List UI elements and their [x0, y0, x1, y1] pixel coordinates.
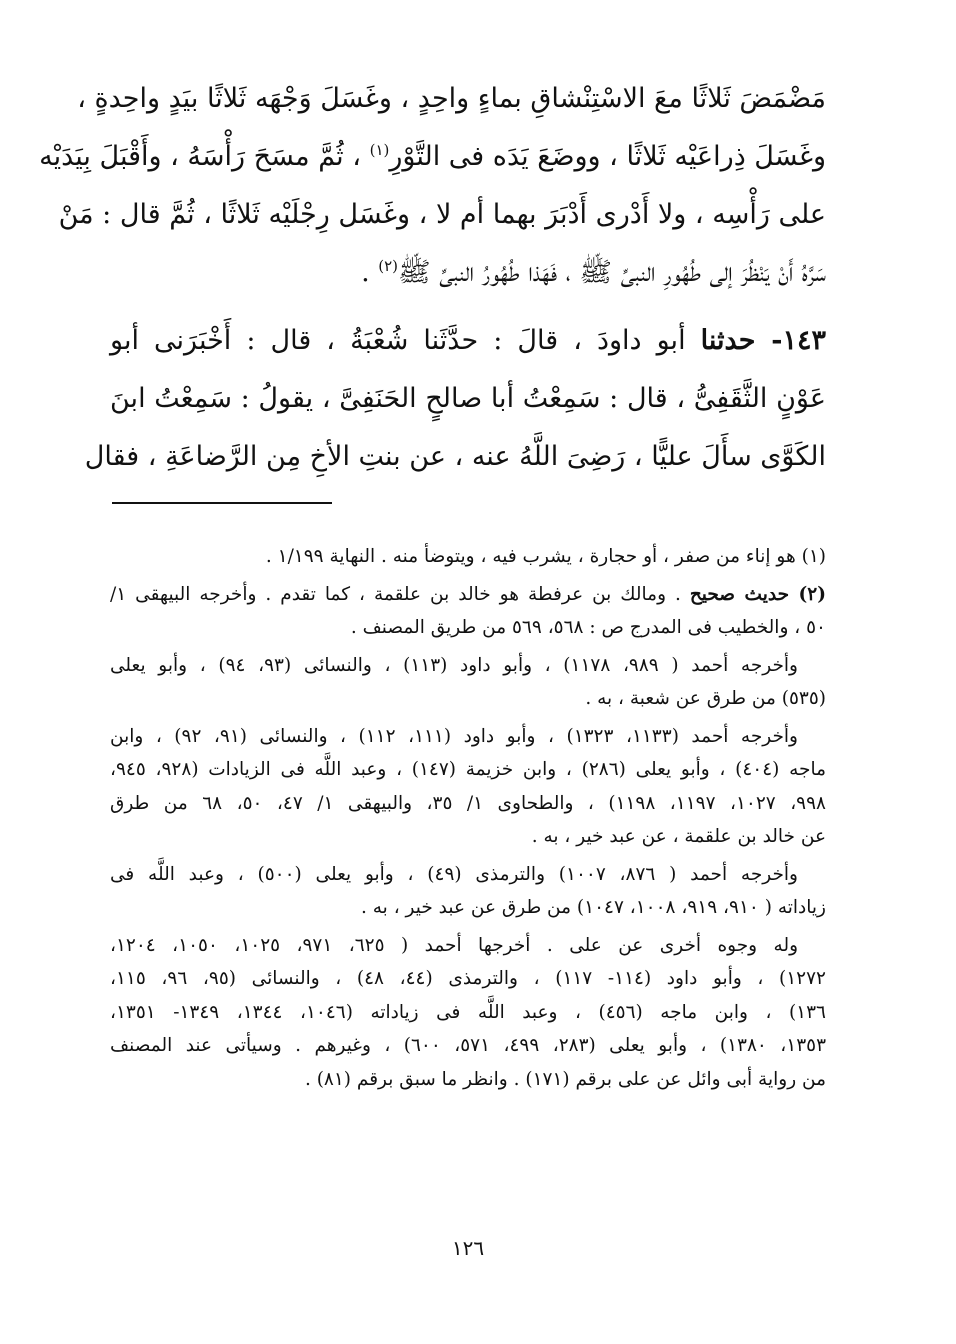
- footnote-line: عن خالد بن علقمة ، عن عبد خير ، به .: [531, 826, 826, 847]
- footnote-paragraph: [110, 720, 826, 854]
- text-segment: سَرَّهُ أَنْ يَنْظُرَ إلى طُهُورِ النبىِّ ﷺ ، فَهَذا طُهُورُ النبىِّ ﷺ: [398, 257, 826, 288]
- hadith-number: ١٤٣- حدثنا: [700, 325, 826, 356]
- footnote-line: وله وجوه أخرى عن على . أخرجها أحمد ( ٦٢٥، ٩٧١، ١٠٢٥، ١٠٥٠، ١٢٠٤،: [110, 934, 799, 956]
- book-page: [39, 60, 827, 1320]
- footnote-paragraph: [110, 858, 826, 925]
- footnote-line: ٥٠ ، والخطيب فى المدرج ص : ٥٦٨، ٥٦٩ من طريق المصنف .: [350, 617, 826, 638]
- page-number: ١٢٦: [451, 1236, 485, 1260]
- main-text: [39, 70, 826, 486]
- text-segment: ، ثُمَّ مسَحَ رَأْسَهُ ، وأَقْبَلَ بِيَدَيْه: [39, 141, 370, 172]
- text-line: مَضْمَضَ ثَلاثًا معَ الاسْتِنْشاقِ بماءٍ واحِدٍ ، وغَسَلَ وَجْهَه ثَلاثًا بيَدٍ واحِدةٍ ،: [77, 83, 826, 114]
- footnote-line: (٥٣٥) من طرق عن شعبة ، به .: [585, 688, 826, 709]
- footnote-line: ١٢٧٢) ، وأبو داود (١١٤- ١١٧) ، والترمذى (٤٤، ٤٨) ، والنسائى (٩٥، ٩٦، ١١٥،: [110, 968, 826, 989]
- text-segment: أبو داودَ ، قالَ : حدَّثَنا شُعْبَةُ ، قال : أَخْبَرَنى أبو: [110, 325, 701, 356]
- text-line: الكَوَّى سأَلَ عليًّا ، رَضِىَ اللَّهُ عنه ، عن بنتِ الأخِ مِن الرَّضاعَةِ ، فقال: [84, 441, 826, 472]
- footnote-1: [110, 540, 826, 574]
- footnote-line: من رواية أبى وائل عن على برقم (١٧١) . وانظر ما سبق برقم (٨١) .: [304, 1068, 826, 1090]
- footnote-line: وأخرجه أحمد ( ٩٨٩، ١١٧٨) ، وأبو داود (١١٣) ، والنسائى (٩٣، ٩٤) ، وأبو يعلى: [110, 654, 798, 676]
- footnote-paragraph: [110, 929, 826, 1097]
- footnote-label: (٢) حديث صحيح: [689, 583, 826, 605]
- footnote-paragraph: [110, 649, 826, 716]
- footnote-line: وأخرجه أحمد ( ٨٧٦، ١٠٠٧) والترمذى (٤٩) ، وأبو يعلى (٥٠٠) ، وعبد اللَّه فى: [110, 863, 798, 885]
- text-segment: .: [361, 257, 379, 288]
- text-segment: . ومالك بن عرفطة هو خالد بن علقمة ، كما تقدم . وأخرجه البيهقى ١/: [110, 583, 690, 605]
- text-line: [110, 312, 826, 370]
- text-segment: وغَسَلَ ذِراعَيْه ثَلاثًا ، ووضَعَ يَدَه فى التَّوْرِ: [389, 141, 826, 172]
- footnote-line: ماجه (٤٠٤) ، وأبو يعلى (٢٨٦) ، وابن خزيمة (١٤٧) ، وعبد اللَّه فى الزيادات (٩٢٨، ٩٤٥،: [110, 759, 827, 780]
- footnotes: [110, 540, 826, 1100]
- footnote-ref[interactable]: (١): [369, 141, 390, 159]
- footnote-ref[interactable]: (٢): [378, 257, 399, 275]
- text-line: عَوْنٍ الثَّقَفِىُّ ، قال : سَمِعْتُ أبا صالحٍ الحَنَفِىَّ ، يقولُ : سَمِعْتُ ابنَ: [110, 383, 826, 414]
- footnote-line: [110, 578, 826, 612]
- footnote-line: وأخرجه أحمد (١١٣٣، ١٣٢٣) ، وأبو داود (١١١، ١١٢) ، والنسائى (٩١، ٩٢) ، وابن: [110, 725, 798, 747]
- footnote-line: ١٣٥٣، ١٣٨٠) ، وأبو يعلى (٢٨٣، ٤٩٩، ٥٧١، ٦٠٠) ، وغيرهم . وسيأتى عند المصنف: [110, 1035, 827, 1056]
- text-line: [39, 128, 826, 186]
- footnote-separator: [112, 502, 332, 504]
- footnote-2: [110, 578, 826, 645]
- footnote-line: (١) هو إناء من صفر ، أو حجارة ، يشرب فيه ، ويتوضأ منه . النهاية ١/١٩٩ .: [265, 546, 826, 567]
- text-line: [110, 244, 826, 302]
- footnote-line: ١٣٦) ، وابن ماجه (٤٥٦) ، وعبد اللَّه فى زياداته (١٠٤٦، ١٣٤٤، ١٣٤٩- ١٣٥١،: [110, 1001, 826, 1023]
- text-line: على رَأْسِه ، ولا أَدْرى أَدْبَرَ بهما أم لا ، وغَسَل رِجْلَيْه ثَلاثًا ، ثُمَّ قال : مَنْ: [58, 199, 826, 230]
- footnote-line: ٩٩٨، ١٠٢٧، ١١٩٧، ١١٩٨) ، والطحاوى ١/ ٣٥، والبيهقى ١/ ٤٧، ٥٠، ٦٨ من طرق: [110, 792, 826, 814]
- footnote-line: زياداته ( ٩١٠، ٩١٩، ١٠٠٨، ١٠٤٧) من طرق عن عبد خير ، به .: [361, 897, 826, 918]
